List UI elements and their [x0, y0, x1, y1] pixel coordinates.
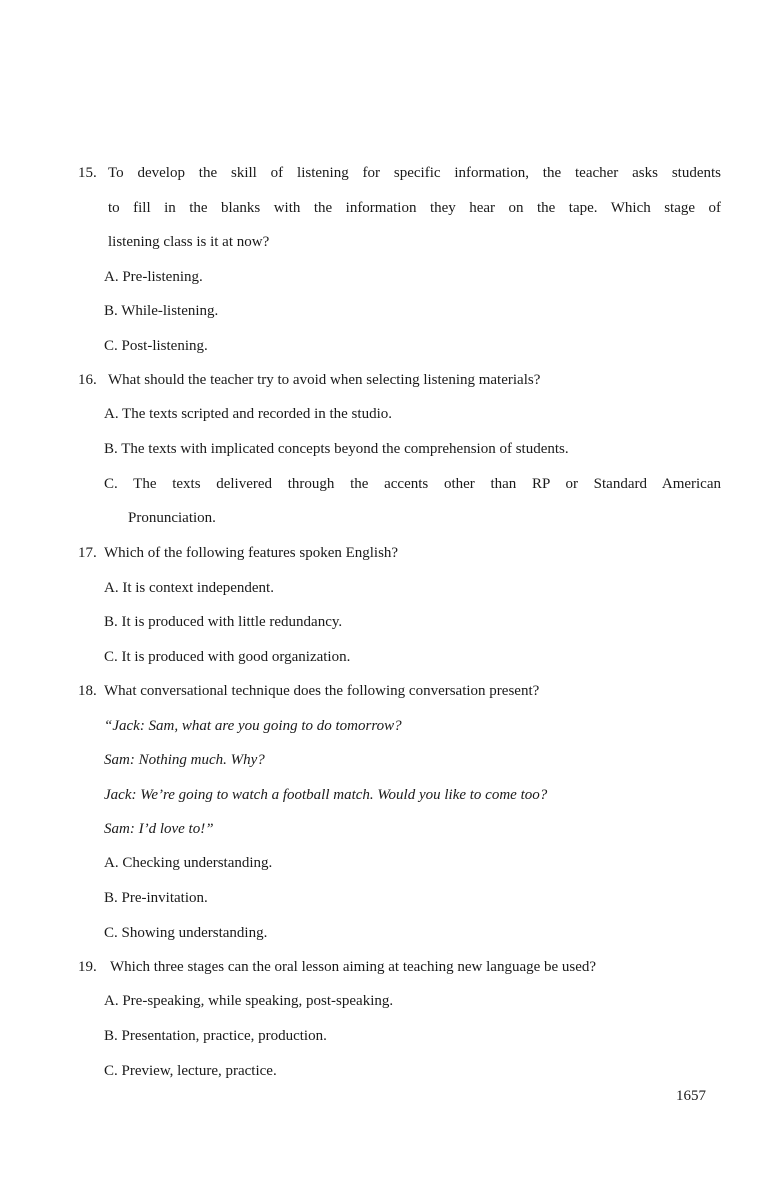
option-b: B. Presentation, practice, production.: [104, 1028, 327, 1044]
question-number: 17.: [78, 545, 97, 561]
option-a: A. It is context independent.: [104, 580, 274, 596]
option-a: A. The texts scripted and recorded in the studio.: [104, 406, 392, 422]
option-b: B. It is produced with little redundancy.: [104, 614, 343, 630]
option-c: C. The texts delivered through the accents other than RP or Standard American: [104, 476, 721, 492]
question-text-line: What should the teacher try to avoid when selecting listening materials?: [108, 372, 541, 388]
question-number: 16.: [78, 372, 97, 388]
question-number: 19.: [78, 959, 97, 975]
option-c: C. Preview, lecture, practice.: [104, 1063, 277, 1079]
option-c: C. Post-listening.: [104, 338, 208, 354]
dialogue-line: “Jack: Sam, what are you going to do tomorrow?: [104, 718, 402, 734]
question-number: 18.: [78, 683, 97, 699]
option-c: C. Showing understanding.: [104, 925, 268, 941]
dialogue-line: Sam: Nothing much. Why?: [104, 752, 265, 768]
question-text-line: Which three stages can the oral lesson aiming at teaching new language be used?: [110, 959, 597, 975]
question-number: 15.: [78, 165, 97, 181]
option-a: A. Pre-listening.: [104, 269, 203, 285]
question-text-line: to fill in the blanks with the information they hear on the tape. Which stage of: [108, 200, 721, 216]
option-b: B. Pre-invitation.: [104, 890, 208, 906]
dialogue-line: Sam: I’d love to!”: [104, 821, 214, 837]
question-text-line: listening class is it at now?: [108, 234, 270, 250]
option-a: A. Checking understanding.: [104, 855, 273, 871]
option-c-continuation: Pronunciation.: [128, 510, 216, 526]
option-b: B. The texts with implicated concepts beyond the comprehension of students.: [104, 441, 569, 457]
question-text-line: To develop the skill of listening for specific information, the teacher asks students: [108, 165, 721, 181]
question-text-line: What conversational technique does the following conversation present?: [104, 683, 540, 699]
option-c: C. It is produced with good organization.: [104, 649, 351, 665]
option-a: A. Pre-speaking, while speaking, post-speaking.: [104, 993, 394, 1009]
page-number: 1657: [676, 1088, 706, 1104]
option-b: B. While-listening.: [104, 303, 219, 319]
question-text-line: Which of the following features spoken English?: [104, 545, 399, 561]
dialogue-line: Jack: We’re going to watch a football match. Would you like to come too?: [104, 787, 548, 803]
